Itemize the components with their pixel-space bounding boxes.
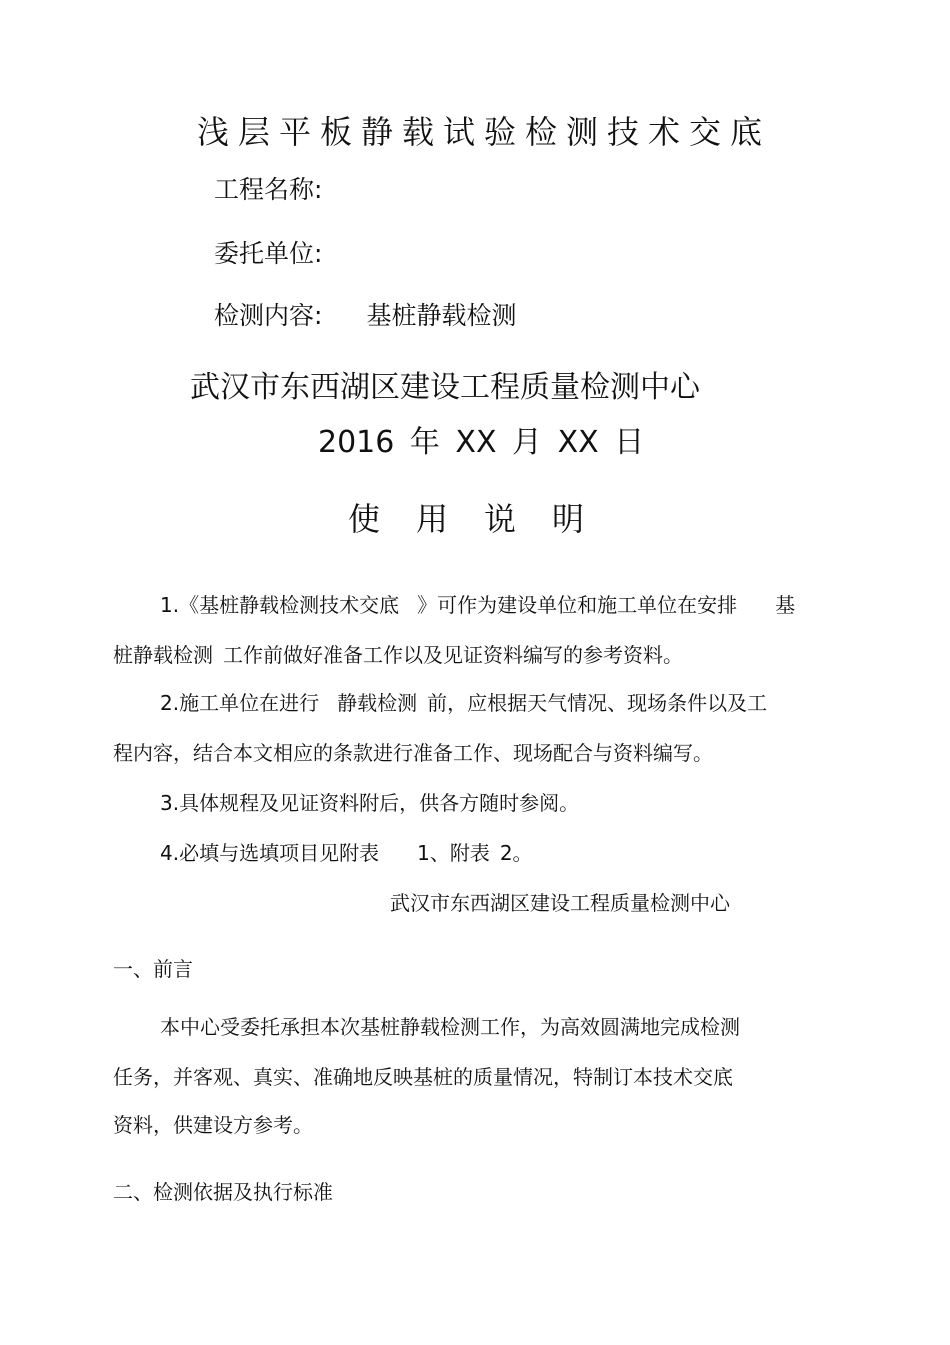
item-2-line-1 bbox=[160, 688, 767, 718]
field-label: 检测内容: bbox=[214, 301, 323, 330]
section-1-line: 任务，并客观、真实、准确地反映基桩的质量情况，特制订本技术交底 bbox=[113, 1065, 733, 1089]
item-text: 工作前做好准备工作以及见证资料编写的参考资料。 bbox=[223, 643, 683, 667]
section-1-line: 资料，供建设方参考。 bbox=[113, 1113, 313, 1137]
item-number: 3. bbox=[160, 791, 180, 815]
item-4 bbox=[160, 838, 533, 868]
item-1-line-1 bbox=[160, 590, 795, 620]
item-text: 基 bbox=[775, 593, 796, 617]
item-text: 施工单位在进行 bbox=[179, 691, 320, 715]
item-text: 《基桩静载检测技术交底 bbox=[179, 593, 400, 617]
item-text: 》可作为建设单位和施工单位在安排 bbox=[417, 593, 738, 617]
item-number: 2. bbox=[160, 691, 180, 715]
field-value: 基桩静载检测 bbox=[366, 301, 517, 330]
section-1-line: 本中心受委托承担本次基桩静载检测工作，为高效圆满地完成检测 bbox=[160, 1015, 740, 1039]
item-number: 4. bbox=[160, 841, 180, 865]
field-test-content bbox=[214, 298, 516, 334]
field-project-name bbox=[214, 172, 366, 208]
field-label: 委托单位: bbox=[214, 239, 323, 268]
signature-organization: 武汉市东西湖区建设工程质量检测中心 bbox=[390, 891, 730, 915]
document-title: 浅层平板静载试验检测技术交底 bbox=[196, 113, 771, 151]
field-client bbox=[214, 236, 366, 272]
item-number: 1. bbox=[160, 593, 180, 617]
section-2-heading: 二、检测依据及执行标准 bbox=[113, 1180, 333, 1204]
item-text: 桩静载检测 bbox=[113, 643, 213, 667]
item-text: 前，应根据天气情况、现场条件以及工 bbox=[427, 691, 768, 715]
item-text: 1、附表 bbox=[417, 841, 490, 865]
item-text: 必填与选填项目见附表 bbox=[179, 841, 380, 865]
document-date: 2016 年 XX 月 XX 日 bbox=[318, 425, 645, 460]
organization-name: 武汉市东西湖区建设工程质量检测中心 bbox=[190, 370, 700, 405]
field-label: 工程名称: bbox=[214, 175, 323, 204]
usage-title: 使用说明 bbox=[347, 500, 620, 538]
item-2-line-2: 程内容，结合本文相应的条款进行准备工作、现场配合与资料编写。 bbox=[113, 741, 713, 765]
item-text: 静载检测 bbox=[337, 691, 418, 715]
item-text: 2。 bbox=[499, 841, 533, 865]
item-3 bbox=[160, 788, 579, 818]
item-text: 具体规程及见证资料附后，供各方随时参阅。 bbox=[179, 791, 580, 815]
section-1-heading: 一、前言 bbox=[113, 957, 193, 981]
item-1-line-2 bbox=[113, 640, 683, 670]
